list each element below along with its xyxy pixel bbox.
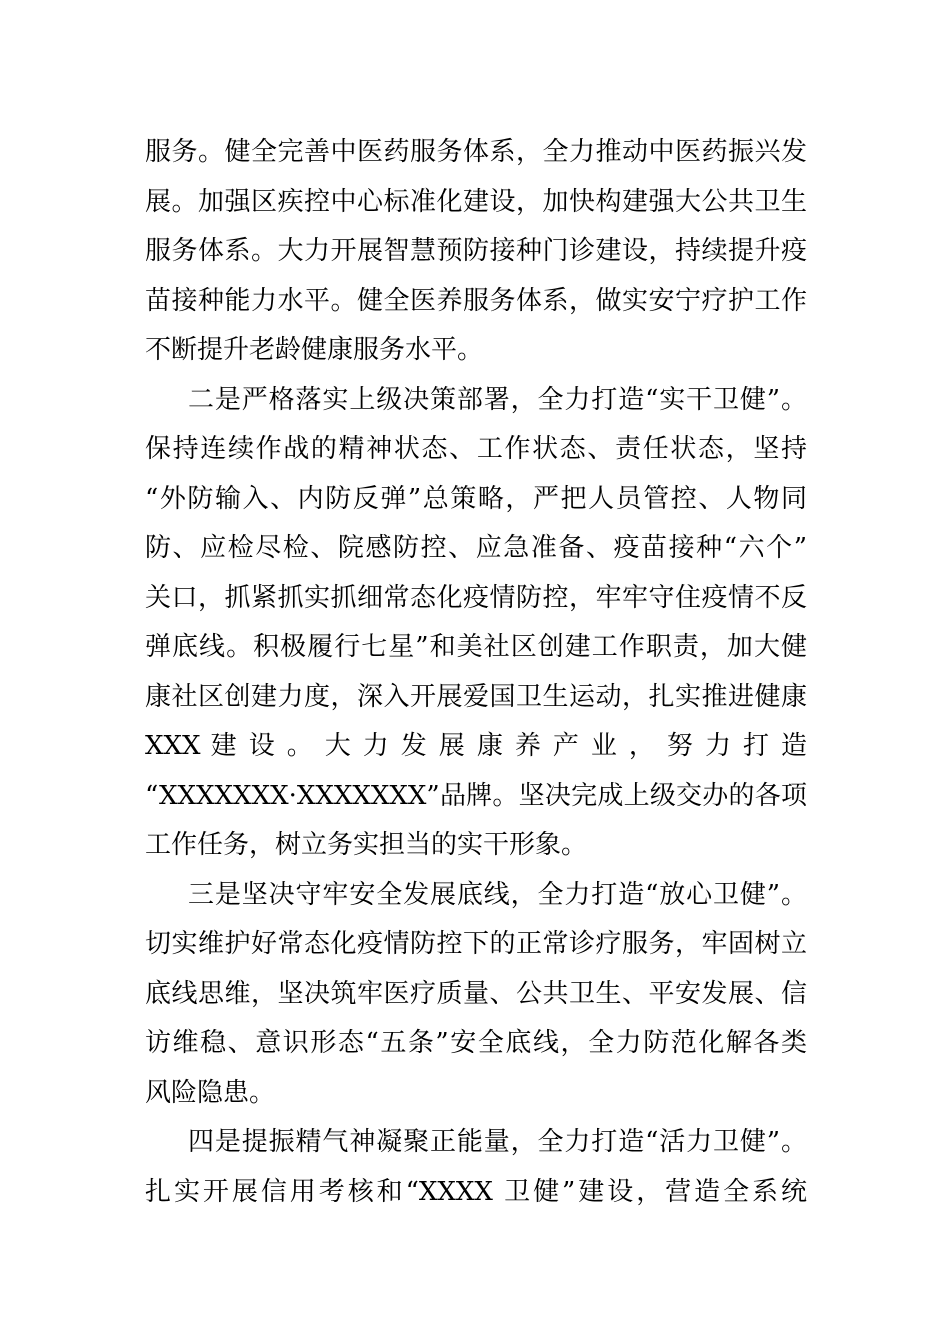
text-line: 保持连续作战的精神状态、工作状态、责任状态，坚持 <box>145 434 807 464</box>
text-line: 扎实开展信用考核和“XXXX 卫健”建设，营造全系统 <box>145 1177 807 1207</box>
text-line: 切实维护好常态化疫情防控下的正常诊疗服务，牢固树立 <box>145 929 807 959</box>
text-line: 服务。健全完善中医药服务体系，全力推动中医药振兴发 <box>145 137 807 167</box>
text-line: 访维稳、意识形态“五条”安全底线，全力防范化解各类 <box>145 1028 807 1058</box>
text-line: 关口，抓紧抓实抓细常态化疫情防控，牢牢守住疫情不反 <box>145 583 807 613</box>
text-line: 弹底线。积极履行七星”和美社区创建工作职责，加大健 <box>145 632 807 662</box>
text-line: 展。加强区疾控中心标准化建设，加快构建强大公共卫生 <box>145 187 807 217</box>
paragraph-heading-line: 三是坚决守牢安全发展底线，全力打造“放心卫健”。 <box>188 880 807 910</box>
text-line: “XXXXXXX·XXXXXXX”品牌。坚决完成上级交办的各项 <box>145 781 807 811</box>
paragraph-heading-line: 四是提振精气神凝聚正能量，全力打造“活力卫健”。 <box>188 1127 807 1157</box>
paragraph-heading-line: 二是严格落实上级决策部署，全力打造“实干卫健”。 <box>188 385 807 415</box>
text-line: XXX 建 设 。 大 力 发 展 康 养 产 业 ， 努 力 打 造 <box>145 731 807 761</box>
text-line: 风险隐患。 <box>145 1078 276 1108</box>
text-line: 防、应检尽检、院感防控、应急准备、疫苗接种“六个” <box>145 533 807 563</box>
text-line: 苗接种能力水平。健全医养服务体系，做实安宁疗护工作 <box>145 286 807 316</box>
text-line: 不断提升老龄健康服务水平。 <box>145 335 484 365</box>
text-line: 底线思维，坚决筑牢医疗质量、公共卫生、平安发展、信 <box>145 979 807 1009</box>
text-line: 服务体系。大力开展智慧预防接种门诊建设，持续提升疫 <box>145 236 807 266</box>
text-line: “外防输入、内防反弹”总策略，严把人员管控、人物同 <box>145 484 807 514</box>
text-line: 工作任务，树立务实担当的实干形象。 <box>145 830 588 860</box>
text-line: 康社区创建力度，深入开展爱国卫生运动，扎实推进健康 <box>145 682 807 712</box>
